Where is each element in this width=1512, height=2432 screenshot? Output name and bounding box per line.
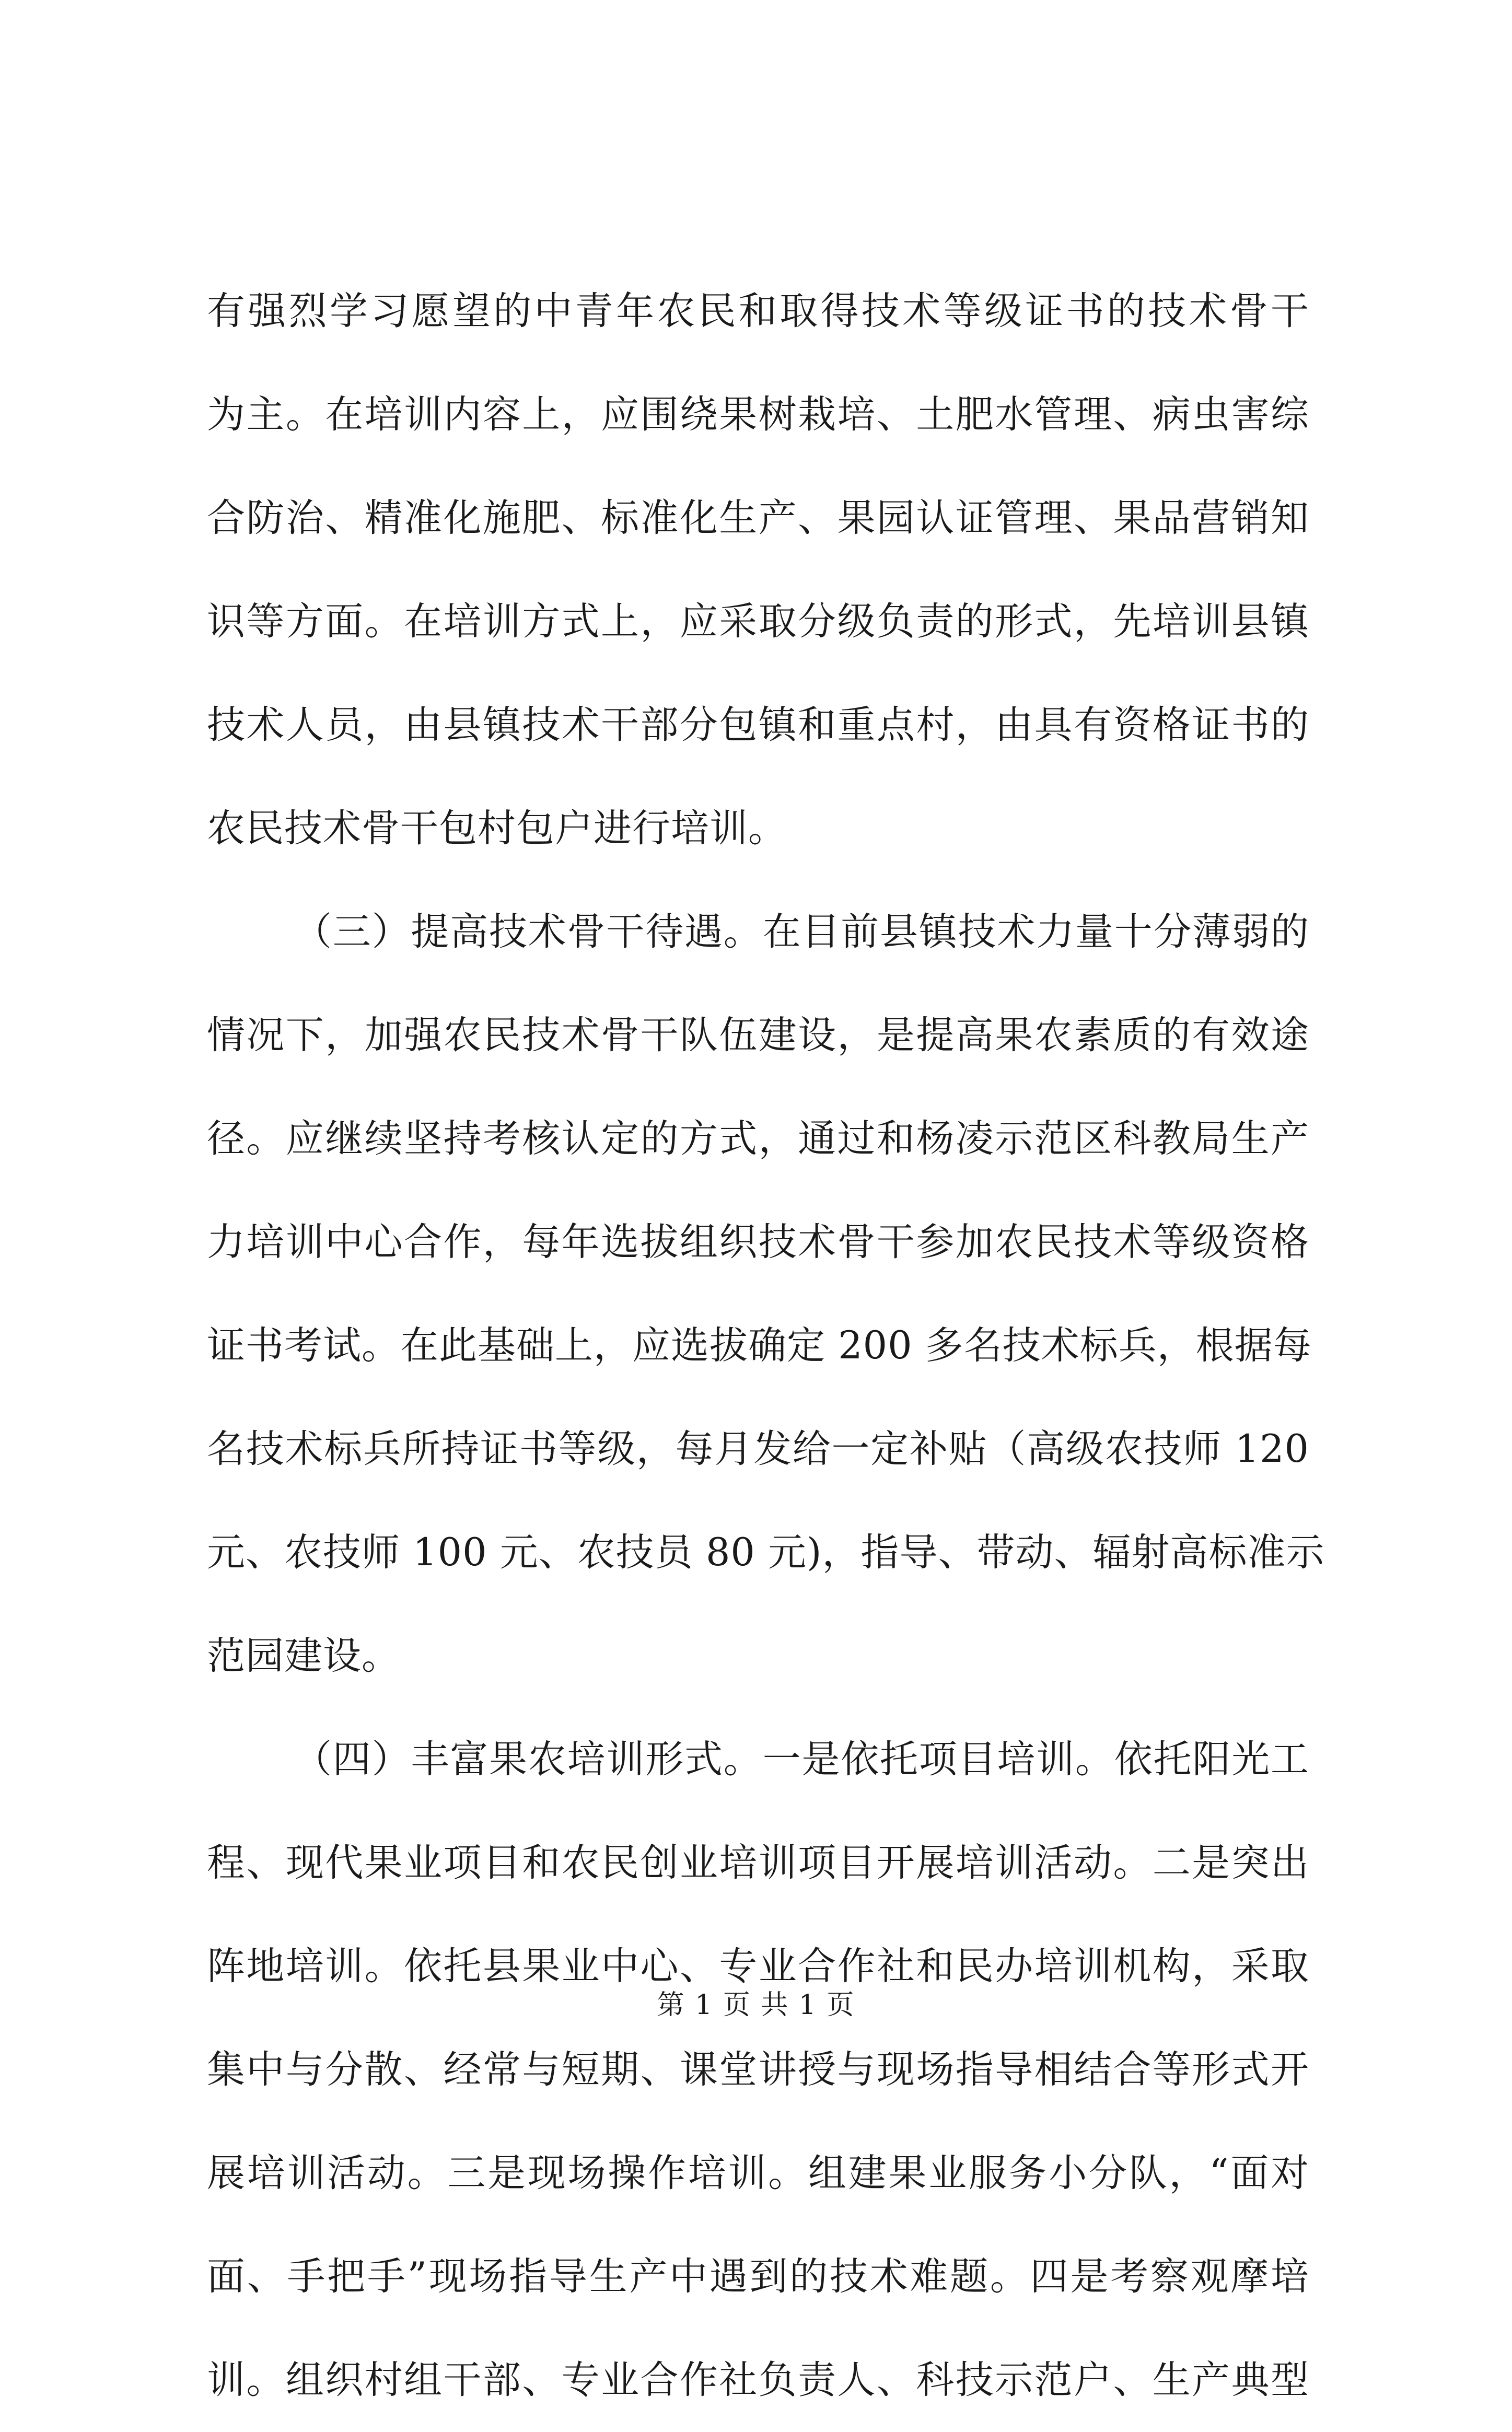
text-line: 范园建设。 (207, 1634, 400, 1678)
text-line: 为主。在培训内容上，应围绕果树栽培、土肥水管理、病虫害综 (207, 392, 1309, 437)
text-line: 面、手把手”现场指导生产中遇到的技术难题。四是考察观摩培 (207, 2254, 1309, 2299)
text-line: 技术人员，由县镇技术干部分包镇和重点村，由具有资格证书的 (207, 703, 1309, 747)
text-line: 有强烈学习愿望的中青年农民和取得技术等级证书的技术骨干 (207, 289, 1309, 333)
text-line: 集中与分散、经常与短期、课堂讲授与现场指导相结合等形式开 (207, 2047, 1309, 2092)
text-line: 元、农技师 100 元、农技员 80 元)，指导、带动、辐射高标准示 (207, 1530, 1325, 1575)
text-line: 农民技术骨干包村包户进行培训。 (207, 806, 787, 851)
text-line: 力培训中心合作，每年选拔组织技术骨干参加农民技术等级资格 (207, 1220, 1309, 1264)
document-body (207, 260, 1325, 2432)
page-footer: 第 1 页 共 1 页 (657, 1989, 855, 2021)
text-line: 程、现代果业项目和农民创业培训项目开展培训活动。二是突出 (207, 1841, 1309, 1885)
text-line: 情况下，加强农民技术骨干队伍建设，是提高果农素质的有效途 (207, 1013, 1309, 1057)
text-line: 阵地培训。依托县果业中心、专业合作社和民办培训机构，采取 (207, 1944, 1309, 1988)
text-line: 径。应继续坚持考核认定的方式，通过和杨凌示范区科教局生产 (207, 1116, 1309, 1161)
text-line: 展培训活动。三是现场操作培训。组建果业服务小分队，“面对 (207, 2151, 1309, 2195)
text-line: 证书考试。在此基础上，应选拔确定 200 多名技术标兵，根据每 (207, 1323, 1312, 1368)
paragraph-first-line: （四）丰富果农培训形式。一是依托项目培训。依托阳光工 (294, 1737, 1309, 1782)
text-line: 识等方面。在培训方式上，应采取分级负责的形式，先培训县镇 (207, 599, 1309, 644)
paragraph-first-line: （三）提高技术骨干待遇。在目前县镇技术力量十分薄弱的 (294, 910, 1309, 954)
text-line: 合防治、精准化施肥、标准化生产、果园认证管理、果品营销知 (207, 496, 1309, 540)
text-line: 训。组织村组干部、专业合作社负责人、科技示范户、生产典型 (207, 2358, 1309, 2402)
text-line: 名技术标兵所持证书等级，每月发给一定补贴（高级农技师 120 (207, 1427, 1309, 1471)
